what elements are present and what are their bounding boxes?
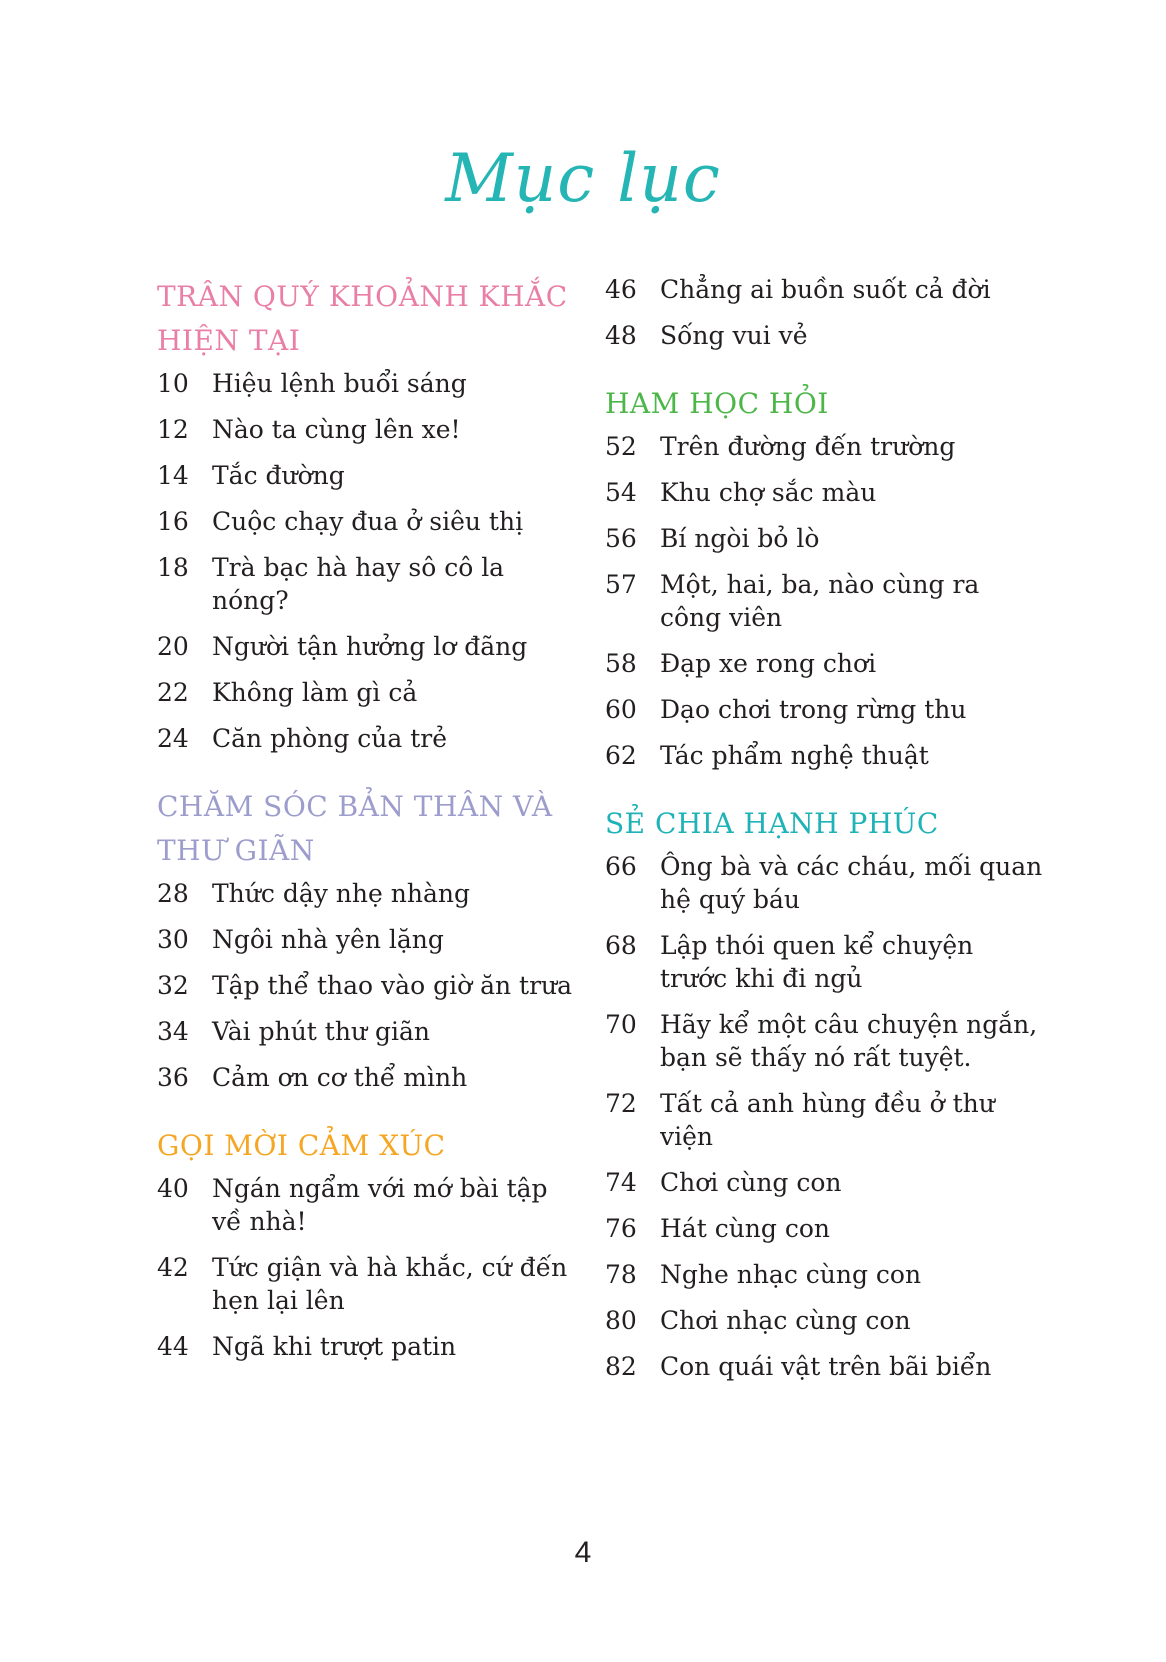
toc-entry-title: Ngán ngẩm với mớ bài tập về nhà! (212, 1174, 548, 1236)
toc-entry[interactable] (605, 929, 1045, 995)
toc-entry-page: 62 (605, 741, 637, 770)
toc-entry-title: Cuộc chạy đua ở siêu thị (212, 507, 524, 536)
toc-entry[interactable] (605, 739, 1045, 772)
toc-entry[interactable] (157, 459, 577, 492)
toc-column-left (157, 275, 577, 1393)
toc-entry-page: 12 (157, 415, 189, 444)
toc-entry-page: 14 (157, 461, 189, 490)
toc-entry-title: Tác phẩm nghệ thuật (660, 741, 929, 770)
toc-entry-title: Ông bà và các cháu, mối quan hệ quý báu (660, 852, 1043, 914)
toc-entry-page: 40 (157, 1174, 189, 1203)
toc-entry-page: 42 (157, 1253, 189, 1282)
toc-entry-page: 28 (157, 879, 189, 908)
toc-entry-title: Trà bạc hà hay sô cô la nóng? (212, 553, 505, 615)
toc-entry[interactable] (605, 430, 1045, 463)
toc-entry-title: Tắc đường (212, 461, 345, 490)
toc-entry-title: Ngôi nhà yên lặng (212, 925, 444, 954)
toc-entry-page: 32 (157, 971, 189, 1000)
toc-entry[interactable] (605, 647, 1045, 680)
toc-entry-page: 72 (605, 1089, 637, 1118)
toc-entry-title: Tức giận và hà khắc, cứ đến hẹn lại lên (212, 1253, 568, 1315)
toc-entry-title: Sống vui vẻ (660, 321, 808, 350)
toc-entry[interactable] (157, 1330, 577, 1363)
toc-entry[interactable] (157, 877, 577, 910)
toc-section (605, 382, 1045, 772)
toc-entry[interactable] (605, 568, 1045, 634)
toc-entry[interactable] (157, 413, 577, 446)
toc-entry-page: 30 (157, 925, 189, 954)
toc-entry-page: 16 (157, 507, 189, 536)
toc-entry-page: 44 (157, 1332, 189, 1361)
toc-entry-title: Hát cùng con (660, 1214, 831, 1243)
toc-entry[interactable] (605, 319, 1045, 352)
toc-entry-title: Nghe nhạc cùng con (660, 1260, 922, 1289)
toc-entry[interactable] (157, 676, 577, 709)
toc-entry-page: 68 (605, 931, 637, 960)
toc-section (157, 275, 577, 755)
toc-entry-title: Dạo chơi trong rừng thu (660, 695, 967, 724)
toc-entry[interactable] (605, 1087, 1045, 1153)
toc-entry-page: 46 (605, 275, 637, 304)
toc-entry-page: 60 (605, 695, 637, 724)
toc-entry[interactable] (605, 522, 1045, 555)
toc-entry-page: 76 (605, 1214, 637, 1243)
toc-entry-page: 80 (605, 1306, 637, 1335)
toc-entry-page: 34 (157, 1017, 189, 1046)
toc-entry[interactable] (157, 1015, 577, 1048)
toc-section (605, 802, 1045, 1383)
toc-entry[interactable] (157, 1172, 577, 1238)
toc-entry-title: Tất cả anh hùng đều ở thư viện (660, 1089, 995, 1151)
toc-entry-title: Con quái vật trên bãi biển (660, 1352, 992, 1381)
toc-entry-title: Tập thể thao vào giờ ăn trưa (212, 971, 573, 1000)
toc-entry-page: 58 (605, 649, 637, 678)
toc-entry-title: Lập thói quen kể chuyện trước khi đi ngủ (660, 931, 974, 993)
toc-entry-title: Nào ta cùng lên xe! (212, 415, 461, 444)
toc-entry-title: Thức dậy nhẹ nhàng (212, 879, 470, 908)
toc-entry-title: Chơi nhạc cùng con (660, 1306, 911, 1335)
toc-entry-title: Cảm ơn cơ thể mình (212, 1063, 468, 1092)
section-heading: TRÂN QUÝ KHOẢNH KHẮC HIỆN TẠI (157, 280, 568, 357)
toc-entry-page: 82 (605, 1352, 637, 1381)
toc-entry-page: 54 (605, 478, 637, 507)
toc-entry[interactable] (157, 923, 577, 956)
toc-entry-title: Chơi cùng con (660, 1168, 842, 1197)
toc-entry-title: Trên đường đến trường (660, 432, 956, 461)
toc-entry[interactable] (605, 1304, 1045, 1337)
toc-entry[interactable] (605, 1166, 1045, 1199)
toc-entry-page: 22 (157, 678, 189, 707)
toc-entry-title: Bí ngòi bỏ lò (660, 524, 820, 553)
toc-entry-title: Không làm gì cả (212, 678, 418, 707)
toc-section (605, 273, 1045, 352)
toc-entry-title: Căn phòng của trẻ (212, 724, 448, 753)
toc-entry[interactable] (157, 551, 577, 617)
toc-entry[interactable] (157, 630, 577, 663)
toc-entry[interactable] (605, 1258, 1045, 1291)
toc-entry[interactable] (157, 367, 577, 400)
toc-entry-title: Hiệu lệnh buổi sáng (212, 369, 467, 398)
toc-entry-title: Một, hai, ba, nào cùng ra công viên (660, 570, 980, 632)
toc-entry[interactable] (605, 1212, 1045, 1245)
toc-entry[interactable] (157, 969, 577, 1002)
toc-entry[interactable] (157, 722, 577, 755)
toc-entry-page: 10 (157, 369, 189, 398)
toc-entry-title: Chẳng ai buồn suốt cả đời (660, 275, 991, 304)
toc-entry-page: 56 (605, 524, 637, 553)
toc-entry-page: 57 (605, 570, 637, 599)
toc-entry[interactable] (605, 1350, 1045, 1383)
page-title: Mục lục (445, 140, 721, 217)
toc-column-right (605, 273, 1045, 1413)
toc-entry-page: 48 (605, 321, 637, 350)
toc-entry-page: 78 (605, 1260, 637, 1289)
toc-entry[interactable] (605, 1008, 1045, 1074)
toc-entry[interactable] (605, 693, 1045, 726)
toc-entry-title: Người tận hưởng lơ đãng (212, 632, 528, 661)
toc-entry[interactable] (605, 850, 1045, 916)
page-number: 4 (574, 1536, 592, 1569)
toc-entry-page: 70 (605, 1010, 637, 1039)
toc-entry-page: 24 (157, 724, 189, 753)
toc-entry-page: 74 (605, 1168, 637, 1197)
section-heading: GỌI MỜI CẢM XÚC (157, 1129, 446, 1162)
toc-entry-title: Đạp xe rong chơi (660, 649, 877, 678)
toc-section (157, 785, 577, 1094)
toc-entry-page: 36 (157, 1063, 189, 1092)
section-heading: HAM HỌC HỎI (605, 387, 829, 420)
toc-entry[interactable] (157, 505, 577, 538)
toc-entry-title: Hãy kể một câu chuyện ngắn, bạn sẽ thấy nó rất tuyệt. (660, 1010, 1038, 1072)
toc-entry[interactable] (157, 1251, 577, 1317)
toc-entry[interactable] (605, 476, 1045, 509)
toc-entry-title: Khu chợ sắc màu (660, 478, 877, 507)
section-heading: CHĂM SÓC BẢN THÂN VÀ THƯ GIÃN (157, 790, 553, 867)
toc-entry-title: Ngã khi trượt patin (212, 1332, 457, 1361)
toc-entry-title: Vài phút thư giãn (212, 1017, 431, 1046)
toc-entry[interactable] (605, 273, 1045, 306)
toc-entry-page: 66 (605, 852, 637, 881)
toc-section (157, 1124, 577, 1363)
toc-entry[interactable] (157, 1061, 577, 1094)
toc-entry-page: 20 (157, 632, 189, 661)
toc-entry-page: 52 (605, 432, 637, 461)
section-heading: SẺ CHIA HẠNH PHÚC (605, 807, 939, 840)
toc-entry-page: 18 (157, 553, 189, 582)
